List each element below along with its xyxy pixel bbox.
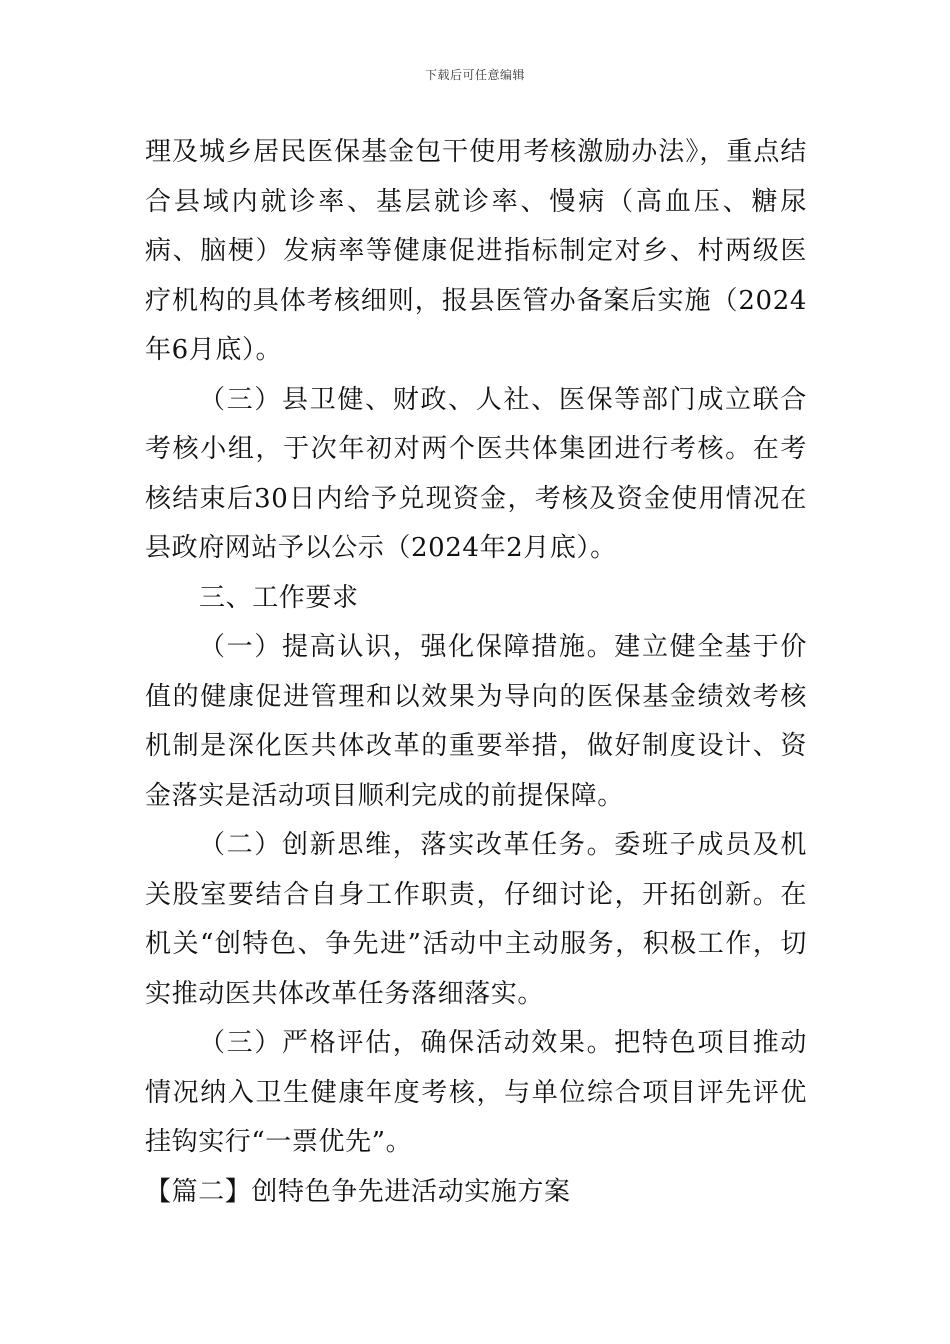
paragraph-requirement-two: （二）创新思维，落实改革任务。委班子成员及机关股室要结合自身工作职责，仔细讨论，开拓创新。在机关“创特色、争先进”活动中主动服务，积极工作，切实推动医共体改革任务落细落实。: [145, 830, 807, 1009]
document-body: [145, 128, 807, 1217]
paragraph-item-three: （三）县卫健、财政、人社、医保等部门成立联合考核小组，于次年初对两个医共体集团进行考核。在考核结束后30日内给予兑现资金，考核及资金使用情况在县政府网站予以公示（2024年2月底）。: [145, 384, 807, 563]
paragraph-requirement-three: （三）严格评估，确保活动效果。把特色项目推动情况纳入卫生健康年度考核，与单位综合项目评先评优挂钩实行“一票优先”。: [145, 1028, 807, 1157]
page-header-note: 下载后可任意编辑: [424, 68, 525, 82]
section-heading-work-requirements: 三、工作要求: [199, 582, 359, 613]
paragraph-continuation: 理及城乡居民医保基金包干使用考核激励办法》，重点结合县域内就诊率、基层就诊率、慢病（高血压、糖尿病、脑梗）发病率等健康促进指标制定对乡、村两级医疗机构的具体考核细则，报县医管办备案后实施（2024年6月底）。: [145, 137, 807, 365]
paragraph-requirement-one: （一）提高认识，强化保障措施。建立健全基于价值的健康促进管理和以效果为导向的医保基金绩效考核机制是深化医共体改革的重要举措，做好制度设计、资金落实是活动项目顺利完成的前提保障。: [145, 632, 807, 811]
document-heading-part-two: 【篇二】创特色争先进活动实施方案: [145, 1176, 571, 1207]
